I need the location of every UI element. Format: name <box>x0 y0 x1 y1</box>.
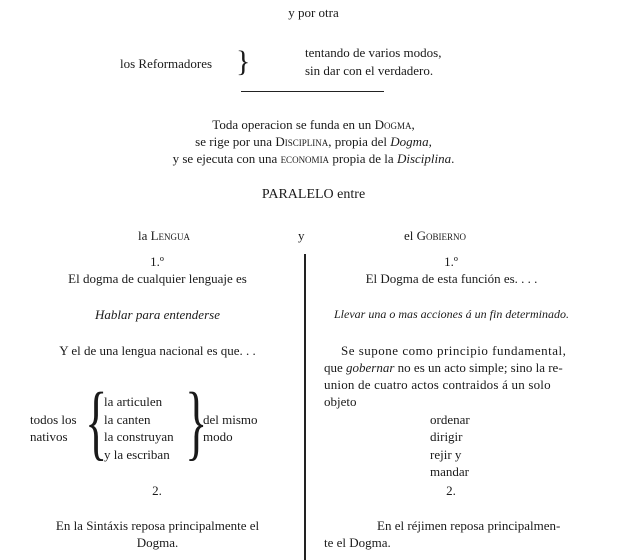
left-line-1: El dogma de cualquier lenguaje es <box>68 271 247 286</box>
left-syntax-1: En la Sintáxis reposa principalmente el <box>55 518 260 533</box>
right-paragraph-line-2: que gobernar no es un acto simple; sino la re- <box>324 360 563 375</box>
column-divider <box>304 254 306 560</box>
left-syntax-2: Dogma. <box>136 535 179 550</box>
column-conjunction: y <box>298 228 305 243</box>
right-paragraph-line-3: union de cuatro actos contraidos á un solo <box>324 377 551 392</box>
right-paragraph-line-4: objeto <box>324 394 357 409</box>
left-num-1: 1.º <box>150 254 164 269</box>
left-column-heading: la Lengua <box>137 228 191 243</box>
left-motto: Hablar para entenderse <box>95 307 220 322</box>
right-line-1: El Dogma de esta función es. . . . <box>365 271 538 286</box>
right-column-heading: el Gobierno <box>403 228 467 243</box>
verb-item: la canten <box>104 412 151 427</box>
modo-label: modo <box>203 429 233 444</box>
principle-line-1: Toda operacion se funda en un Dogma, <box>212 117 415 132</box>
right-num-2: 2. <box>446 483 456 498</box>
section-rule <box>241 91 384 92</box>
right-paragraph-line-1: Se supone como principio fundamental, <box>341 343 567 358</box>
nativos-label: nativos <box>30 429 68 444</box>
act-item: ordenar <box>430 412 470 427</box>
principle-line-3: y se ejecuta con una economia propia de la Disciplina. <box>172 151 455 166</box>
verb-item: y la escriban <box>104 447 170 462</box>
reformers-line-2: sin dar con el verdadero. <box>305 63 434 78</box>
right-num-1: 1.º <box>444 254 458 269</box>
del-mismo-label: del mismo <box>203 412 258 427</box>
reformers-line-1: tentando de varios modos, <box>305 45 442 60</box>
principle-line-2: se rige por una Disciplina, propia del Dogma, <box>195 134 432 149</box>
verb-item: la construyan <box>104 429 174 444</box>
todos-los-label: todos los <box>30 412 77 427</box>
act-item: mandar <box>430 464 469 479</box>
left-curly-brace: { <box>85 376 108 469</box>
right-curly-brace: } <box>185 376 208 469</box>
left-num-2: 2. <box>152 483 162 498</box>
act-item: rejir y <box>430 447 462 462</box>
verb-item: la articulen <box>104 394 163 409</box>
act-item: dirigir <box>430 429 463 444</box>
paralelo-title: PARALELO entre <box>261 187 366 202</box>
reformers-label: los Reformadores <box>120 56 213 71</box>
right-regimen-2: te el Dogma. <box>324 535 391 550</box>
right-motto: Llevar una o mas acciones á un fin determinado. <box>334 307 569 321</box>
intro-line: y por otra <box>288 5 339 20</box>
left-line-2: Y el de una lengua nacional es que. . . <box>59 343 256 358</box>
reformers-brace: } <box>236 45 251 78</box>
right-regimen-1: En el réjimen reposa principalmen- <box>377 518 561 533</box>
